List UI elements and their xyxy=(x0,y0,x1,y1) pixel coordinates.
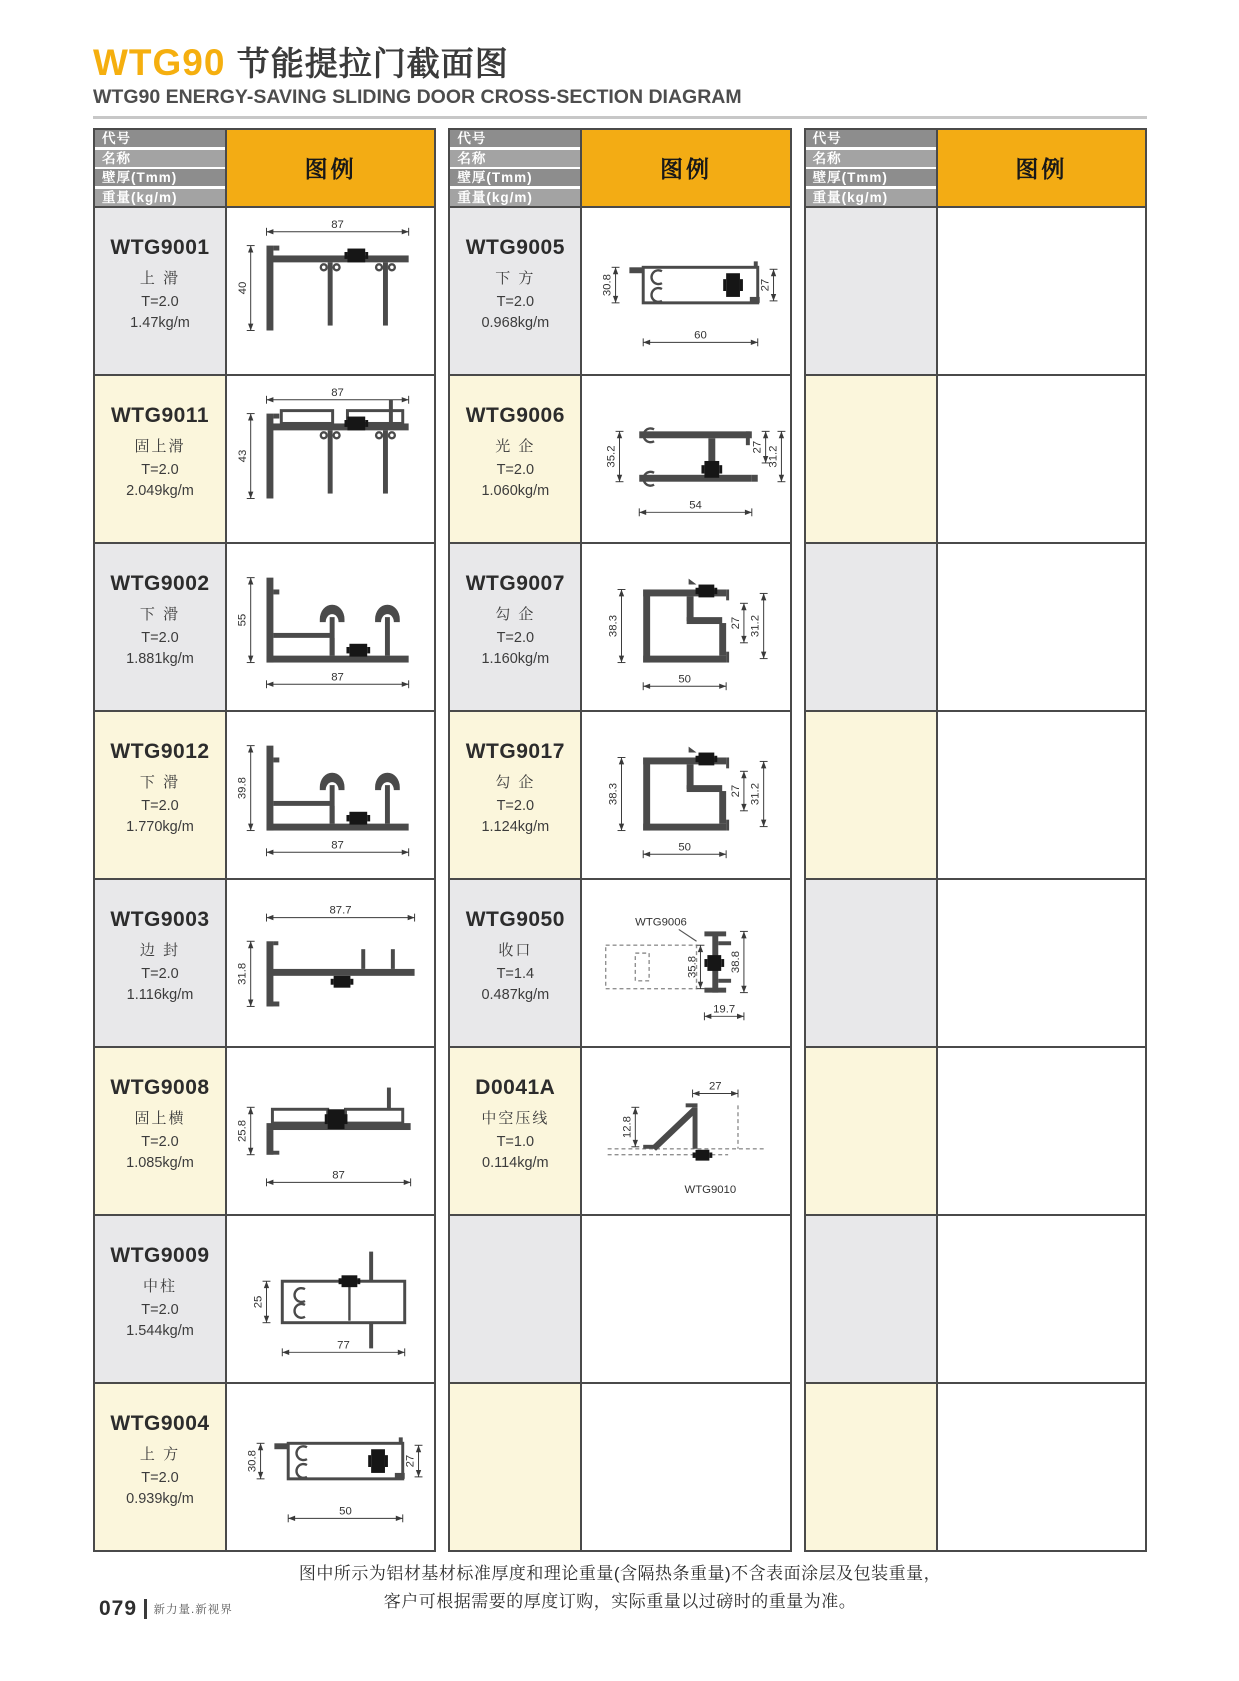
column-group xyxy=(93,128,436,1552)
cross-section-drawing xyxy=(582,376,789,542)
svg-text:55: 55 xyxy=(236,613,249,627)
profile-label-cell xyxy=(450,880,582,1046)
table-row xyxy=(806,710,1145,878)
svg-text:50: 50 xyxy=(339,1505,352,1518)
profile-code: WTG9050 xyxy=(465,908,565,932)
header-label: 名称 xyxy=(95,150,225,167)
svg-text:31.8: 31.8 xyxy=(236,962,249,985)
profile-weight: 0.114kg/m xyxy=(482,1155,549,1172)
header-label: 重量(kg/m) xyxy=(450,189,580,206)
profile-thickness: T=2.0 xyxy=(496,294,535,311)
footer-note xyxy=(93,1560,1147,1615)
header-label: 壁厚(Tmm) xyxy=(95,169,225,186)
svg-text:WTG9006: WTG9006 xyxy=(635,916,688,929)
profile-diagram-cell xyxy=(227,712,434,878)
profile-weight: 0.487kg/m xyxy=(481,987,550,1004)
column-group xyxy=(804,128,1147,1552)
table-row xyxy=(95,1214,434,1382)
svg-text:30.8: 30.8 xyxy=(246,1449,259,1472)
page-subtitle: WTG90 ENERGY-SAVING SLIDING DOOR CROSS-SECTION DIAGRAM xyxy=(93,85,742,108)
profile-label-cell xyxy=(806,1216,938,1382)
profile-thickness: T=2.0 xyxy=(141,462,179,479)
profile-diagram-cell xyxy=(227,208,434,374)
header-label: 代号 xyxy=(450,130,580,147)
header-labels xyxy=(806,130,938,206)
profile-label-cell xyxy=(806,880,938,1046)
profile-diagram-cell xyxy=(227,376,434,542)
profile-label-cell xyxy=(95,712,227,878)
svg-text:27: 27 xyxy=(730,784,743,798)
header-label: 名称 xyxy=(806,150,936,167)
svg-text:31.2: 31.2 xyxy=(750,782,763,805)
svg-text:40: 40 xyxy=(236,281,249,295)
profile-code: WTG9001 xyxy=(110,236,210,260)
page-footer xyxy=(99,1597,233,1621)
cross-section-drawing xyxy=(582,712,789,878)
profile-diagram-cell xyxy=(582,1048,789,1214)
svg-text:87.7: 87.7 xyxy=(329,904,352,917)
svg-text:25.8: 25.8 xyxy=(236,1119,249,1142)
group-header xyxy=(95,130,434,206)
profile-table xyxy=(93,128,1147,1552)
profile-diagram-cell xyxy=(582,1216,789,1382)
profile-label-cell xyxy=(806,208,938,374)
cross-section-drawing xyxy=(227,880,434,1046)
profile-thickness: T=2.0 xyxy=(141,1470,179,1487)
profile-label-cell xyxy=(95,1384,227,1550)
group-header xyxy=(806,130,1145,206)
cross-section-drawing xyxy=(227,544,434,710)
profile-name: 收口 xyxy=(498,942,533,960)
profile-thickness: T=2.0 xyxy=(141,966,179,983)
svg-text:12.8: 12.8 xyxy=(621,1115,634,1138)
profile-thickness: T=2.0 xyxy=(141,798,179,815)
header-label: 代号 xyxy=(95,130,225,147)
profile-diagram-cell xyxy=(938,1216,1145,1382)
profile-thickness: T=2.0 xyxy=(496,462,535,479)
cross-section-drawing xyxy=(227,1048,434,1214)
profile-diagram-cell xyxy=(582,208,789,374)
legend-header: 图例 xyxy=(227,130,434,206)
profile-diagram-cell xyxy=(227,1384,434,1550)
svg-text:43: 43 xyxy=(236,449,249,463)
profile-label-cell xyxy=(806,712,938,878)
table-row xyxy=(95,374,434,542)
profile-code: WTG9008 xyxy=(110,1076,210,1100)
profile-code: WTG9012 xyxy=(110,740,210,764)
svg-text:50: 50 xyxy=(678,841,692,854)
svg-text:50: 50 xyxy=(678,673,692,686)
cross-section-drawing xyxy=(227,376,434,542)
svg-text:30.8: 30.8 xyxy=(601,273,614,296)
profile-diagram-cell xyxy=(938,712,1145,878)
profile-diagram-cell xyxy=(227,1216,434,1382)
profile-weight: 1.770kg/m xyxy=(126,819,194,836)
profile-name: 勾 企 xyxy=(495,606,536,624)
profile-name: 光 企 xyxy=(495,438,536,456)
profile-diagram-cell xyxy=(582,544,789,710)
profile-code: WTG9017 xyxy=(465,740,565,764)
brand-slogan: 新力量.新视界 xyxy=(153,1604,233,1616)
profile-label-cell xyxy=(806,1048,938,1214)
profile-weight: 1.544kg/m xyxy=(126,1323,194,1340)
header-label: 重量(kg/m) xyxy=(806,189,936,206)
profile-name: 边 封 xyxy=(139,942,181,960)
profile-diagram-cell xyxy=(938,880,1145,1046)
profile-thickness: T=2.0 xyxy=(141,294,179,311)
svg-text:35.8: 35.8 xyxy=(686,955,699,978)
profile-name: 上 滑 xyxy=(139,270,181,288)
table-row xyxy=(450,1214,789,1382)
profile-code: WTG9003 xyxy=(110,908,210,932)
profile-name: 下 滑 xyxy=(139,774,181,792)
svg-text:WTG9010: WTG9010 xyxy=(684,1184,737,1197)
profile-weight: 1.47kg/m xyxy=(130,315,190,332)
table-row xyxy=(450,710,789,878)
profile-diagram-cell xyxy=(582,880,789,1046)
header-label: 壁厚(Tmm) xyxy=(450,169,580,186)
header-labels xyxy=(95,130,227,206)
svg-text:25: 25 xyxy=(252,1295,265,1309)
footer-separator xyxy=(144,1599,147,1619)
svg-text:35.2: 35.2 xyxy=(605,445,618,468)
profile-label-cell xyxy=(806,1384,938,1550)
header-label: 名称 xyxy=(450,150,580,167)
profile-thickness: T=1.0 xyxy=(496,1134,535,1151)
svg-text:27: 27 xyxy=(709,1080,722,1093)
profile-diagram-cell xyxy=(582,1384,789,1550)
profile-thickness: T=1.4 xyxy=(496,966,535,983)
svg-text:87: 87 xyxy=(331,218,344,231)
profile-thickness: T=2.0 xyxy=(141,1134,179,1151)
profile-thickness: T=2.0 xyxy=(141,1302,179,1319)
profile-name: 下 滑 xyxy=(139,606,181,624)
legend-header: 图例 xyxy=(582,130,789,206)
profile-name: 中空压线 xyxy=(481,1110,550,1128)
footer-note-line2: 客户可根据需要的厚度订购，实际重量以过磅时的重量为准。 xyxy=(383,1591,857,1611)
table-row xyxy=(806,1046,1145,1214)
profile-weight: 1.085kg/m xyxy=(126,1155,194,1172)
svg-text:38.8: 38.8 xyxy=(730,950,743,973)
profile-thickness: T=2.0 xyxy=(141,630,179,647)
table-row xyxy=(95,542,434,710)
profile-weight: 2.049kg/m xyxy=(126,483,194,500)
footer-note-line1: 图中所示为铝材基材标准厚度和理论重量(含隔热条重量)不含表面涂层及包装重量， xyxy=(298,1564,942,1583)
profile-diagram-cell xyxy=(938,544,1145,710)
profile-label-cell xyxy=(95,376,227,542)
header-rule xyxy=(93,116,1147,119)
svg-text:27: 27 xyxy=(759,278,772,292)
table-row xyxy=(450,206,789,374)
profile-weight: 0.968kg/m xyxy=(481,315,550,332)
cross-section-drawing xyxy=(227,1216,434,1382)
cross-section-drawing xyxy=(227,1384,434,1550)
profile-label-cell xyxy=(450,712,582,878)
table-row xyxy=(450,1382,789,1550)
svg-text:27: 27 xyxy=(752,440,765,454)
profile-label-cell xyxy=(806,376,938,542)
table-row xyxy=(450,1046,789,1214)
profile-code: WTG9005 xyxy=(465,236,565,260)
cross-section-drawing xyxy=(582,208,789,374)
profile-label-cell xyxy=(450,208,582,374)
profile-code: WTG9002 xyxy=(110,572,210,596)
header-labels xyxy=(450,130,582,206)
svg-text:31.2: 31.2 xyxy=(750,614,763,637)
profile-label-cell xyxy=(95,880,227,1046)
profile-label-cell xyxy=(450,1048,582,1214)
table-row xyxy=(450,878,789,1046)
profile-diagram-cell xyxy=(938,208,1145,374)
svg-text:27: 27 xyxy=(730,616,743,630)
profile-diagram-cell xyxy=(938,376,1145,542)
profile-label-cell xyxy=(95,544,227,710)
table-row xyxy=(450,374,789,542)
header-label: 壁厚(Tmm) xyxy=(806,169,936,186)
profile-label-cell xyxy=(450,544,582,710)
profile-label-cell xyxy=(450,1384,582,1550)
series-code: WTG90 xyxy=(93,42,226,83)
column-group xyxy=(448,128,791,1552)
table-row xyxy=(95,1382,434,1550)
table-row xyxy=(806,1214,1145,1382)
table-row xyxy=(95,206,434,374)
header-label: 重量(kg/m) xyxy=(95,189,225,206)
profile-diagram-cell xyxy=(227,1048,434,1214)
profile-diagram-cell xyxy=(227,544,434,710)
page-number: 079 xyxy=(99,1597,138,1620)
svg-text:27: 27 xyxy=(404,1454,417,1468)
header-label: 代号 xyxy=(806,130,936,147)
group-header xyxy=(450,130,789,206)
profile-code: WTG9011 xyxy=(110,404,210,428)
cross-section-drawing xyxy=(227,712,434,878)
page-content xyxy=(93,44,1147,1552)
profile-weight: 1.116kg/m xyxy=(126,987,194,1004)
table-row xyxy=(450,542,789,710)
profile-code: WTG9009 xyxy=(110,1244,210,1268)
profile-weight: 1.881kg/m xyxy=(126,651,194,668)
table-row xyxy=(806,1382,1145,1550)
svg-text:87: 87 xyxy=(332,1169,345,1182)
profile-weight: 1.160kg/m xyxy=(481,651,550,668)
profile-diagram-cell xyxy=(938,1384,1145,1550)
page-title xyxy=(93,44,1147,83)
svg-text:87: 87 xyxy=(331,671,344,684)
svg-text:54: 54 xyxy=(689,499,703,512)
profile-diagram-cell xyxy=(582,376,789,542)
svg-text:19.7: 19.7 xyxy=(713,1003,736,1016)
table-row xyxy=(806,878,1145,1046)
profile-thickness: T=2.0 xyxy=(496,798,535,815)
svg-text:87: 87 xyxy=(331,386,344,399)
profile-label-cell xyxy=(95,1216,227,1382)
svg-text:31.2: 31.2 xyxy=(767,445,780,468)
cross-section-drawing xyxy=(582,1048,789,1214)
profile-code: WTG9004 xyxy=(110,1412,210,1436)
profile-code: WTG9006 xyxy=(465,404,565,428)
profile-name: 固上横 xyxy=(134,1110,186,1128)
table-row xyxy=(95,1046,434,1214)
profile-name: 固上滑 xyxy=(134,438,186,456)
svg-text:77: 77 xyxy=(337,1339,350,1352)
table-row xyxy=(806,542,1145,710)
profile-diagram-cell xyxy=(938,1048,1145,1214)
cross-section-drawing xyxy=(227,208,434,374)
profile-label-cell xyxy=(806,544,938,710)
title-chinese: 节能提拉门截面图 xyxy=(236,45,509,82)
profile-label-cell xyxy=(450,1216,582,1382)
svg-text:39.8: 39.8 xyxy=(236,776,249,799)
profile-name: 下 方 xyxy=(495,270,536,288)
svg-text:87: 87 xyxy=(331,839,344,852)
profile-code: D0041A xyxy=(475,1076,556,1100)
profile-diagram-cell xyxy=(227,880,434,1046)
profile-label-cell xyxy=(95,208,227,374)
table-row xyxy=(95,710,434,878)
profile-thickness: T=2.0 xyxy=(496,630,535,647)
profile-weight: 0.939kg/m xyxy=(126,1491,194,1508)
profile-label-cell xyxy=(450,376,582,542)
table-row xyxy=(806,374,1145,542)
table-row xyxy=(806,206,1145,374)
profile-name: 中柱 xyxy=(142,1278,177,1296)
profile-weight: 1.124kg/m xyxy=(481,819,550,836)
table-row xyxy=(95,878,434,1046)
profile-label-cell xyxy=(95,1048,227,1214)
legend-header: 图例 xyxy=(938,130,1145,206)
profile-diagram-cell xyxy=(582,712,789,878)
svg-text:60: 60 xyxy=(694,329,708,342)
profile-code: WTG9007 xyxy=(465,572,565,596)
profile-name: 勾 企 xyxy=(495,774,536,792)
svg-text:38.3: 38.3 xyxy=(607,614,620,637)
cross-section-drawing xyxy=(582,880,789,1046)
profile-weight: 1.060kg/m xyxy=(481,483,550,500)
svg-text:38.3: 38.3 xyxy=(607,782,620,805)
profile-name: 上 方 xyxy=(139,1446,181,1464)
cross-section-drawing xyxy=(582,544,789,710)
